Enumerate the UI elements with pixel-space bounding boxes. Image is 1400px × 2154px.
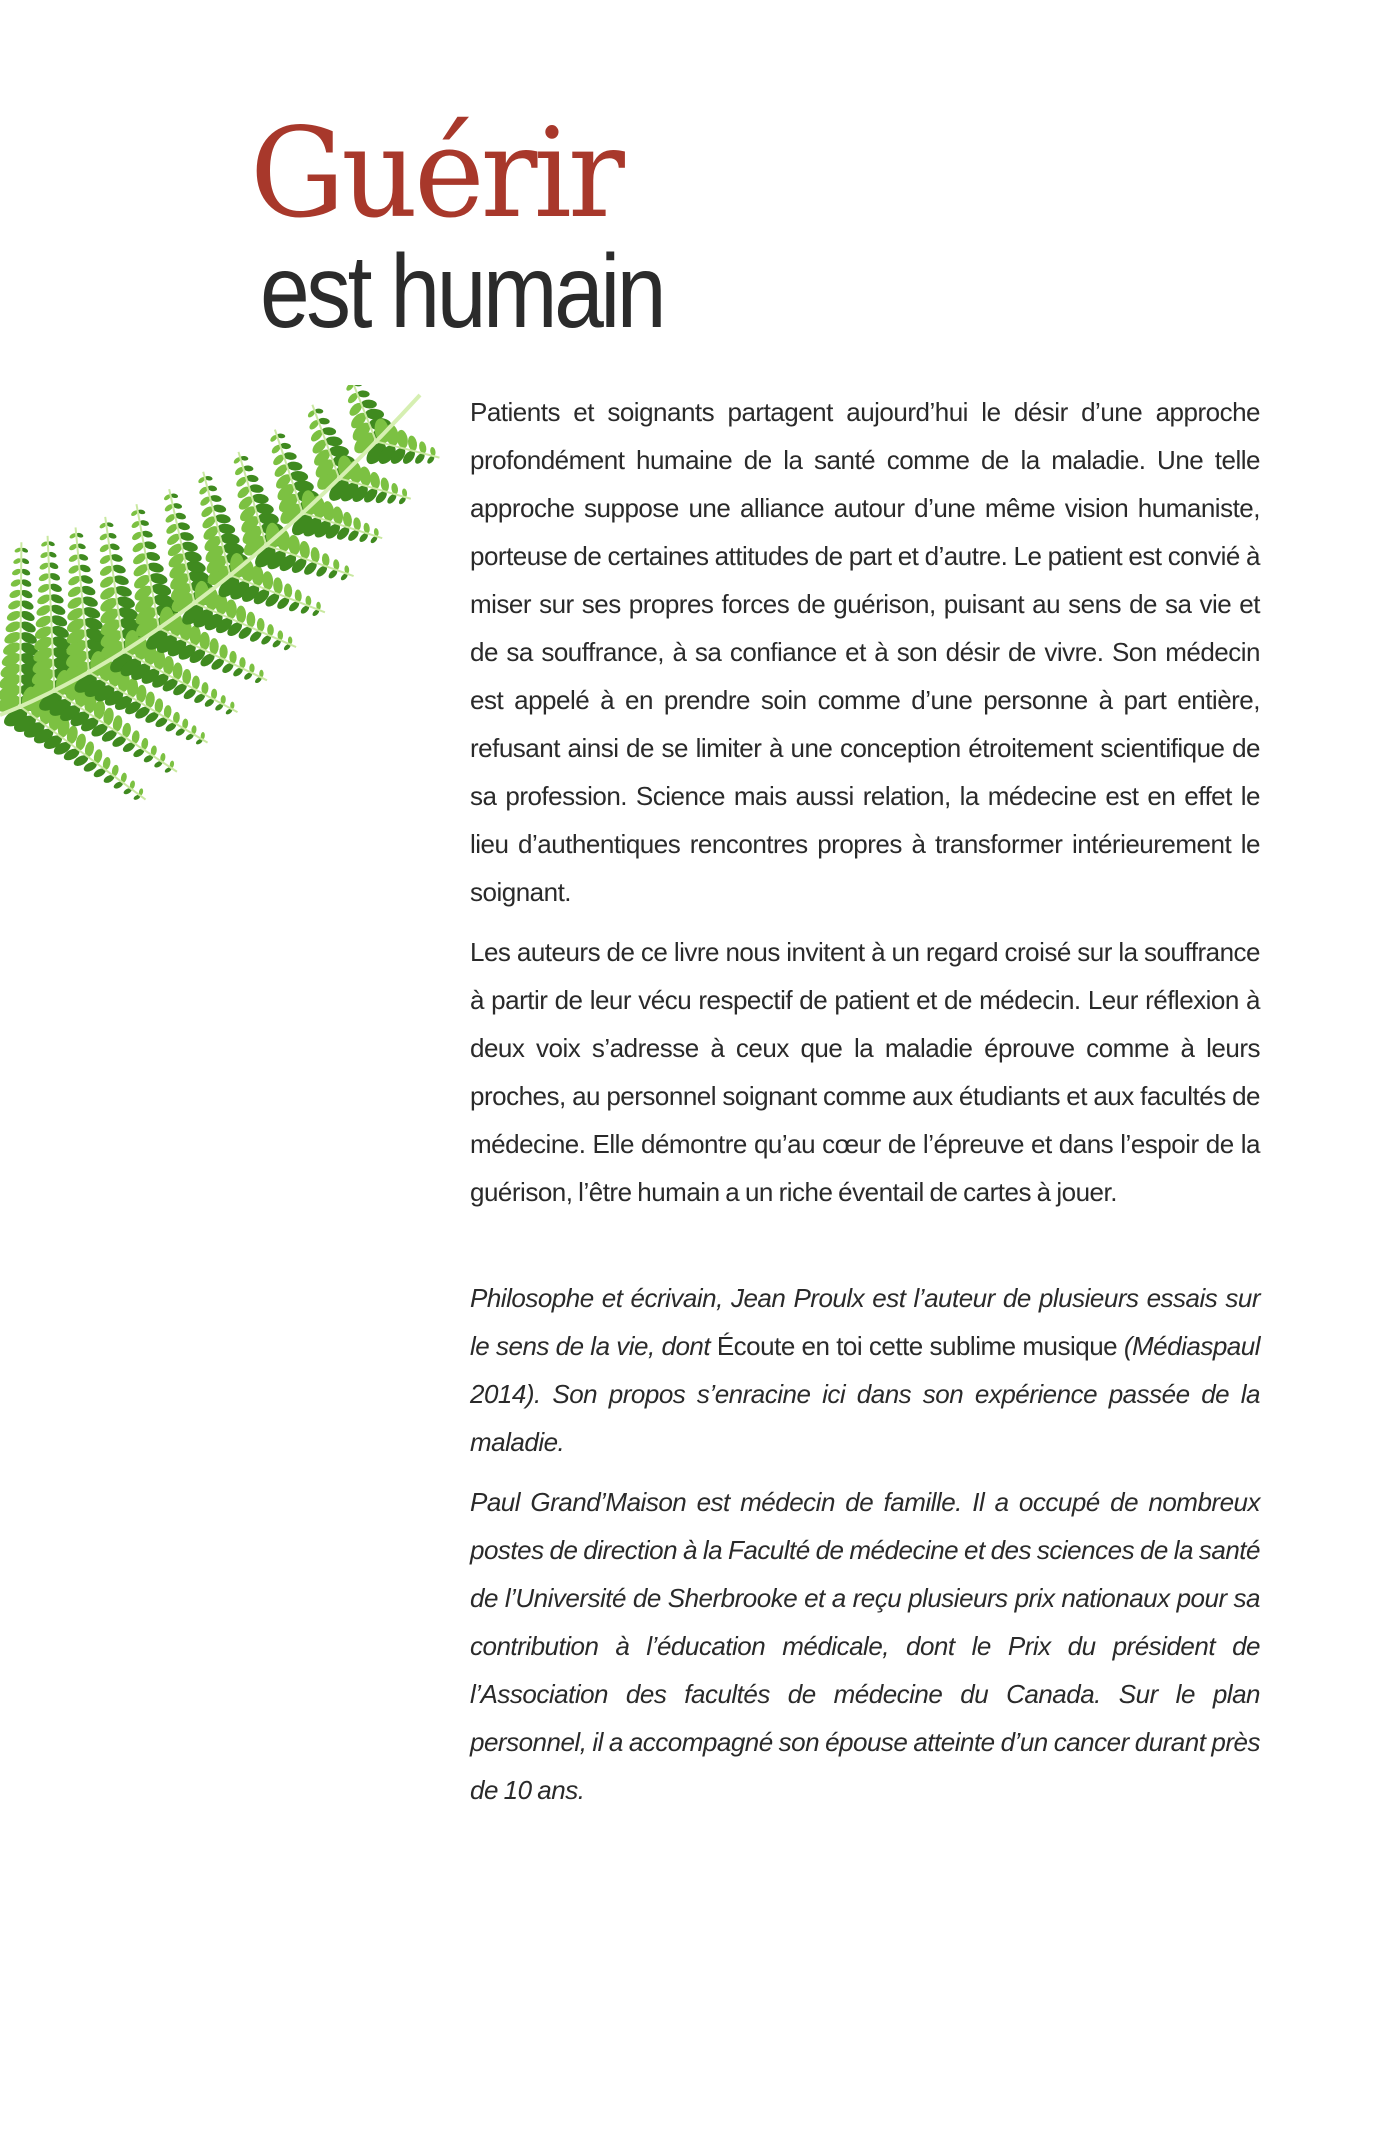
bio-1-end: (Médiaspaul 2014). Son propos s’enracine ici dans son expérience passée de la maladie.: [470, 1331, 1260, 1457]
book-title: [250, 102, 850, 350]
author-bio-jean-proulx: [470, 1274, 1260, 1466]
author-bio-paul-grandmaison: Paul Grand’Maison est médecin de famille. Il a occupé de nombreux postes de direction à la Faculté de médecine et des sciences de la santé de l’Université de Sherbrooke et a reçu plusieurs prix nationaux pour sa contribution à l’éducation médicale, dont le Prix du président de l’Association des facultés de médecine du Canada. Sur le plan personnel, il a accompagné son épouse atteinte d’un cancer durant près de 10 ans.: [470, 1487, 1260, 1805]
title-main: Guérir: [250, 102, 622, 246]
bio-1-intro: Philosophe et écrivain, Jean Proulx est l’auteur de plusieurs essais sur le sens de la vie, dont: [470, 1283, 1260, 1361]
title-subtitle: est humain: [260, 234, 664, 350]
blurb-paragraph-2: Les auteurs de ce livre nous invitent à un regard croisé sur la souffrance à partir de leur vécu respectif de patient et de médecin. Leur réflexion à deux voix s’adresse à ceux que la maladie éprouve comme à leurs proches, au personnel soignant comme aux étudiants et aux facultés de médecine. Elle démontre qu’au cœur de l’épreuve et dans l’espoir de la guérison, l’être humain a un riche éventail de cartes à jouer.: [470, 937, 1260, 1207]
blurb-column: [470, 388, 1260, 1826]
blurb-paragraph-1: Patients et soignants partagent aujourd’hui le désir d’une approche profondément humaine de la santé comme de la maladie. Une telle approche suppose une alliance autour d’une même vision humaniste, porteuse de certaines attitudes de part et d’autre. Le patient est convié à miser sur ses propres forces de guérison, puisant au sens de sa vie et de sa souffrance, à sa confiance et à son désir de vivre. Son médecin est appelé à en prendre soin comme d’une personne à part entière, refusant ainsi de se limiter à une conception étroitement scientifique de sa profession. Science mais aussi relation, la médecine est en effet le lieu d’authentiques rencontres propres à transformer intérieurement le soignant.: [470, 397, 1260, 907]
fern-leaf-image: [0, 385, 440, 885]
bio-1-book-title: Écoute en toi cette sublime musique: [716, 1331, 1118, 1361]
section-spacer: [470, 1228, 1260, 1274]
